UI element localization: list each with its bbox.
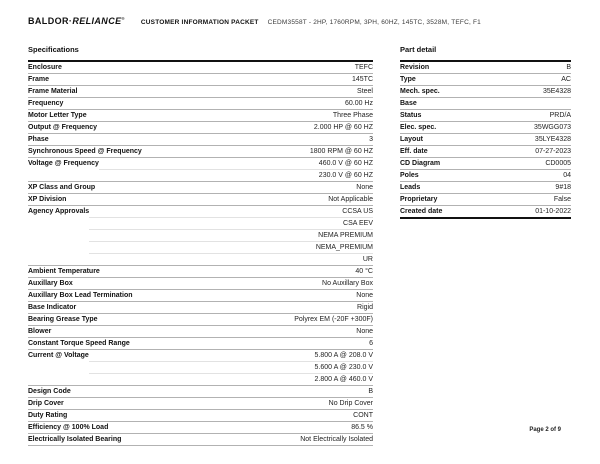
spec-row-values bbox=[121, 434, 373, 445]
part-row bbox=[400, 74, 571, 86]
spec-row bbox=[28, 386, 373, 398]
part-row-values bbox=[440, 86, 571, 97]
spec-row bbox=[28, 194, 373, 206]
spec-row bbox=[28, 86, 373, 98]
spec-row-values bbox=[87, 110, 373, 121]
spec-row-value: Polyrex EM (-20F +300F) bbox=[294, 316, 373, 323]
brand-logo-separator: · bbox=[68, 16, 73, 26]
part-detail-heading: Part detail bbox=[400, 45, 437, 54]
spec-row-value: Rigid bbox=[357, 304, 373, 311]
spec-row-value: 145TC bbox=[351, 76, 373, 83]
page-number: Page 2 of 9 bbox=[529, 427, 561, 433]
spec-row-values bbox=[130, 338, 373, 349]
part-row-value: 07-27-2023 bbox=[535, 148, 571, 155]
spec-row bbox=[28, 314, 373, 326]
spec-row bbox=[28, 350, 373, 386]
brand-logo-reliance: RELIANCE bbox=[72, 16, 122, 26]
spec-row-value: B bbox=[368, 388, 373, 395]
spec-row-value: 86.5 % bbox=[351, 424, 373, 431]
part-row bbox=[400, 86, 571, 98]
spec-row-values bbox=[89, 350, 373, 385]
registered-trademark-icon: ® bbox=[121, 16, 125, 21]
spec-row-label: Synchronous Speed @ Frequency bbox=[28, 148, 142, 155]
spec-row-value: 6 bbox=[369, 340, 373, 347]
spec-row-values bbox=[95, 182, 373, 193]
part-row-label: Leads bbox=[400, 184, 421, 191]
spec-row bbox=[28, 158, 373, 182]
spec-row-label: Enclosure bbox=[28, 64, 62, 71]
spec-row bbox=[28, 146, 373, 158]
spec-row-label: Output @ Frequency bbox=[28, 124, 98, 131]
spec-row-values bbox=[99, 158, 373, 181]
spec-row-label: Base Indicator bbox=[28, 304, 77, 311]
specifications-heading: Specifications bbox=[28, 45, 79, 54]
part-row bbox=[400, 98, 571, 110]
part-row-value: 35LYE4328 bbox=[534, 136, 571, 143]
spec-row bbox=[28, 434, 373, 446]
part-row-values bbox=[416, 74, 571, 85]
spec-row-values bbox=[49, 74, 373, 85]
spec-row-value: NEMA_PREMIUM bbox=[89, 241, 373, 253]
spec-row-label: Duty Rating bbox=[28, 412, 68, 419]
document-title: CUSTOMER INFORMATION PACKET bbox=[140, 19, 259, 26]
part-row-values bbox=[429, 62, 571, 73]
spec-row-value: No Drip Cover bbox=[328, 400, 373, 407]
spec-row-values bbox=[67, 410, 373, 421]
spec-row-label: XP Division bbox=[28, 196, 67, 203]
part-row-label: Mech. spec. bbox=[400, 88, 440, 95]
spec-row-label: Efficiency @ 100% Load bbox=[28, 424, 109, 431]
part-row-values bbox=[419, 170, 571, 181]
spec-row-value: 230.0 V @ 60 HZ bbox=[99, 169, 373, 181]
spec-row-value: TEFC bbox=[354, 64, 373, 71]
spec-row-label: Ambient Temperature bbox=[28, 268, 100, 275]
spec-row bbox=[28, 290, 373, 302]
part-detail-table bbox=[400, 60, 571, 219]
part-row-values bbox=[437, 194, 571, 205]
spec-row-value: 2.800 A @ 460.0 V bbox=[89, 373, 373, 385]
document-header bbox=[0, 0, 600, 26]
spec-row bbox=[28, 326, 373, 338]
specifications-table bbox=[28, 60, 373, 446]
spec-row-label: Motor Letter Type bbox=[28, 112, 87, 119]
part-row-values bbox=[440, 158, 571, 169]
spec-row-label: Blower bbox=[28, 328, 52, 335]
spec-row-value: None bbox=[356, 292, 373, 299]
spec-row bbox=[28, 338, 373, 350]
spec-row-label: Auxillary Box bbox=[28, 280, 73, 287]
spec-row-value: None bbox=[356, 328, 373, 335]
part-row bbox=[400, 158, 571, 170]
spec-row-value: Not Applicable bbox=[328, 196, 373, 203]
spec-row-label: Current @ Voltage bbox=[28, 352, 89, 359]
part-row-value: 9#18 bbox=[555, 184, 571, 191]
spec-row-label: Phase bbox=[28, 136, 49, 143]
part-row-values bbox=[436, 122, 571, 133]
part-row-label: Layout bbox=[400, 136, 423, 143]
part-row-label: Eff. date bbox=[400, 148, 428, 155]
spec-row-value: CCSA US bbox=[342, 208, 373, 215]
spec-row-values bbox=[51, 326, 373, 337]
part-row bbox=[400, 170, 571, 182]
part-row-label: Base bbox=[400, 100, 417, 107]
document-body bbox=[0, 45, 600, 446]
spec-row bbox=[28, 278, 373, 290]
part-row-label: Revision bbox=[400, 64, 430, 71]
spec-row bbox=[28, 110, 373, 122]
spec-row-value: NEMA PREMIUM bbox=[89, 229, 373, 241]
spec-row-value: Three Phase bbox=[332, 112, 373, 119]
spec-row bbox=[28, 74, 373, 86]
part-row-values bbox=[421, 110, 571, 121]
part-row-value: False bbox=[553, 196, 571, 203]
spec-row-value: 1800 RPM @ 60 HZ bbox=[309, 148, 373, 155]
spec-row-values bbox=[77, 86, 373, 97]
spec-row-value: Not Electrically Isolated bbox=[300, 436, 373, 443]
spec-row-value: 40 °C bbox=[355, 268, 373, 275]
part-row-label: Created date bbox=[400, 208, 443, 215]
spec-row-label: Design Code bbox=[28, 388, 71, 395]
spec-row bbox=[28, 122, 373, 134]
spec-row-label: Bearing Grease Type bbox=[28, 316, 98, 323]
part-row-value: 35E4328 bbox=[542, 88, 571, 95]
part-row-label: Elec. spec. bbox=[400, 124, 437, 131]
spec-row-values bbox=[49, 134, 373, 145]
spec-row-values bbox=[142, 146, 373, 157]
part-row-label: Proprietary bbox=[400, 196, 438, 203]
part-row-values bbox=[417, 98, 571, 105]
part-row-value: B bbox=[566, 64, 571, 71]
spec-row-values bbox=[63, 98, 373, 109]
spec-row-values bbox=[66, 194, 373, 205]
product-model-description: CEDM3558T - 2HP, 1760RPM, 3PH, 60HZ, 145TC, 3528M, TEFC, F1 bbox=[267, 19, 481, 26]
spec-row-label: XP Class and Group bbox=[28, 184, 96, 191]
spec-row-label: Electrically Isolated Bearing bbox=[28, 436, 122, 443]
spec-row bbox=[28, 98, 373, 110]
spec-row bbox=[28, 62, 373, 74]
brand-logo bbox=[28, 16, 125, 26]
part-row bbox=[400, 182, 571, 194]
spec-row bbox=[28, 182, 373, 194]
part-row bbox=[400, 110, 571, 122]
spec-row bbox=[28, 302, 373, 314]
brand-logo-baldor: BALDOR bbox=[28, 16, 69, 26]
spec-row-value: None bbox=[356, 184, 373, 191]
spec-row-value: 460.0 V @ 60 HZ bbox=[318, 160, 373, 167]
spec-row-value: CONT bbox=[353, 412, 373, 419]
part-row-value: 35WGG073 bbox=[534, 124, 571, 131]
spec-row-label: Auxillary Box Lead Termination bbox=[28, 292, 133, 299]
spec-row-label: Voltage @ Frequency bbox=[28, 160, 99, 167]
spec-row-label: Agency Approvals bbox=[28, 208, 90, 215]
spec-row bbox=[28, 266, 373, 278]
spec-row-label: Constant Torque Speed Range bbox=[28, 340, 130, 347]
spec-row bbox=[28, 422, 373, 434]
part-row bbox=[400, 134, 571, 146]
spec-row-value: No Auxillary Box bbox=[322, 280, 373, 287]
spec-row bbox=[28, 134, 373, 146]
part-row-value: 04 bbox=[563, 172, 571, 179]
part-row-value: PRD/A bbox=[549, 112, 571, 119]
spec-row-values bbox=[100, 266, 373, 277]
part-row-value: AC bbox=[561, 76, 571, 83]
spec-row-label: Drip Cover bbox=[28, 400, 64, 407]
spec-row bbox=[28, 410, 373, 422]
spec-row-value: 5.600 A @ 230.0 V bbox=[89, 361, 373, 373]
part-row-values bbox=[442, 206, 571, 217]
spec-row-value: UR bbox=[89, 253, 373, 265]
spec-row-value: 60.00 Hz bbox=[344, 100, 373, 107]
part-row bbox=[400, 122, 571, 134]
part-row-label: Poles bbox=[400, 172, 419, 179]
part-row-value: CD0005 bbox=[545, 160, 571, 167]
part-row-values bbox=[420, 182, 571, 193]
spec-row-value: CSA EEV bbox=[89, 217, 373, 229]
part-row-label: Status bbox=[400, 112, 422, 119]
spec-row-label: Frame bbox=[28, 76, 50, 83]
part-row bbox=[400, 194, 571, 206]
part-row bbox=[400, 62, 571, 74]
spec-row-values bbox=[98, 314, 373, 325]
spec-row-values bbox=[97, 122, 373, 133]
spec-row-value: 5.800 A @ 208.0 V bbox=[314, 352, 373, 359]
part-row-value: 01-10-2022 bbox=[535, 208, 571, 215]
spec-row-values bbox=[62, 62, 373, 73]
part-row-label: CD Diagram bbox=[400, 160, 441, 167]
spec-row-value: Steel bbox=[357, 88, 373, 95]
part-row-value bbox=[417, 98, 571, 105]
specifications-section bbox=[28, 45, 373, 446]
spec-row-label: Frequency bbox=[28, 100, 64, 107]
spec-row-values bbox=[133, 290, 373, 301]
part-row bbox=[400, 146, 571, 158]
spec-row-values bbox=[73, 278, 373, 289]
spec-row-values bbox=[64, 398, 373, 409]
part-row-values bbox=[423, 134, 571, 145]
spec-row-values bbox=[108, 422, 373, 433]
spec-row-values bbox=[71, 386, 373, 397]
part-row bbox=[400, 206, 571, 217]
spec-row-value: 2.000 HP @ 60 HZ bbox=[313, 124, 373, 131]
part-row-values bbox=[428, 146, 571, 157]
spec-row-values bbox=[76, 302, 373, 313]
spec-row bbox=[28, 206, 373, 266]
part-row-label: Type bbox=[400, 76, 416, 83]
spec-row-values bbox=[89, 206, 373, 265]
part-detail-section bbox=[400, 45, 571, 446]
spec-row-label: Frame Material bbox=[28, 88, 78, 95]
spec-row-value: 3 bbox=[369, 136, 373, 143]
spec-row bbox=[28, 398, 373, 410]
